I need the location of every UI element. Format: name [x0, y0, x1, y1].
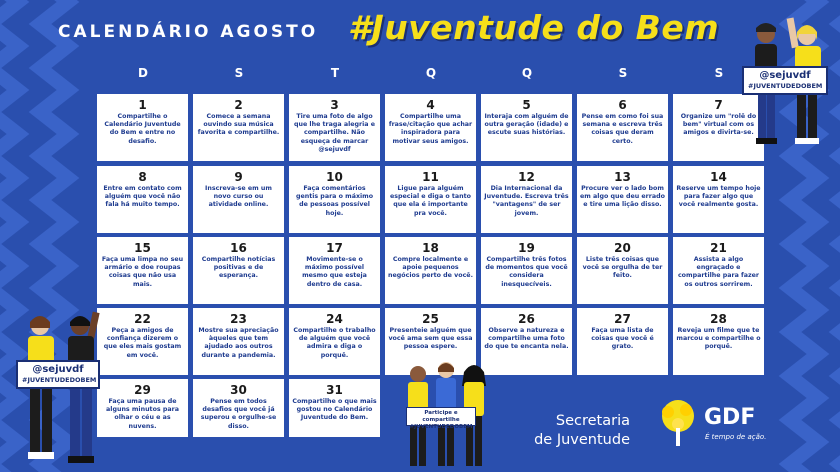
day-number: 1 [138, 98, 147, 112]
calendar-day [289, 166, 380, 233]
day-number: 31 [326, 383, 343, 397]
day-number: 3 [330, 98, 339, 112]
calendar-day [673, 308, 764, 375]
calendar-day [193, 94, 284, 161]
hashtag-text: #JUVENTUDEDOBEM [748, 82, 823, 90]
calendar-day [289, 94, 380, 161]
social-badge [742, 66, 828, 95]
tree-logo-icon [654, 398, 702, 448]
day-challenge: Reserve um tempo hoje para fazer algo que você realmente gosta. [676, 185, 761, 209]
day-number: 19 [518, 241, 535, 255]
weekday-header: S [714, 66, 724, 80]
calendar-day [97, 237, 188, 304]
day-challenge: Entre em contato com alguém que você não fala há muito tempo. [103, 185, 182, 209]
day-challenge: Ligue para alguém especial e diga o tanto que ela é importante pra você. [390, 185, 471, 217]
day-challenge: Compartilhe uma frase/citação que achar inspiradora para motivar seus amigos. [388, 113, 473, 145]
day-number: 22 [134, 312, 151, 326]
day-number: 10 [326, 170, 343, 184]
person-illustration [20, 312, 64, 472]
calendar-day [481, 94, 572, 161]
day-number: 28 [710, 312, 727, 326]
calendar-day [385, 237, 476, 304]
calendar-day [577, 166, 668, 233]
day-challenge: Dia Internacional da Juventude. Escreva três "vantagens" de ser jovem. [484, 185, 569, 217]
weekday-header: D [138, 66, 148, 80]
day-challenge: Comece a semana ouvindo sua música favorita e compartilhe. [197, 113, 280, 137]
organization-name [530, 412, 630, 450]
day-number: 29 [134, 383, 151, 397]
day-challenge: Assista a algo engraçado e compartilhe para fazer os outros sorrirem. [677, 256, 760, 288]
day-number: 4 [426, 98, 435, 112]
day-challenge: Movimente-se o máximo possível mesmo que esteja dentro de casa. [302, 256, 367, 288]
org-line-2: de Juventude [534, 432, 630, 448]
day-number: 30 [230, 383, 247, 397]
weekday-header: Q [521, 66, 533, 80]
group-sign [406, 407, 476, 430]
day-number: 9 [234, 170, 243, 184]
day-number: 12 [518, 170, 535, 184]
day-number: 6 [618, 98, 627, 112]
day-challenge: Compartilhe três fotos de momentos que você considera inesquecíveis. [485, 256, 568, 288]
calendar-day [289, 237, 380, 304]
day-challenge: Pense em todos desafios que você já superou e orgulhe-se disso. [200, 398, 277, 430]
day-number: 16 [230, 241, 247, 255]
weekday-header: Q [425, 66, 437, 80]
day-challenge: Organize um "rolê do bem" virtual com os amigos e divirta-se. [680, 113, 757, 137]
day-number: 24 [326, 312, 343, 326]
day-challenge: Faça uma pausa de alguns minutos para olhar o céu e as nuvens. [106, 398, 179, 430]
weekday-header: T [330, 66, 340, 80]
calendar-day [97, 94, 188, 161]
person-illustration [60, 310, 104, 472]
day-number: 20 [614, 241, 631, 255]
calendar-day [289, 379, 380, 437]
calendar-day [385, 166, 476, 233]
calendar-day [193, 166, 284, 233]
day-number: 26 [518, 312, 535, 326]
day-number: 18 [422, 241, 439, 255]
day-number: 27 [614, 312, 631, 326]
day-challenge: Reveja um filme que te marcou e compartilhe o porquê. [676, 327, 761, 351]
hashtag-title: #Juventude do Bem [348, 8, 720, 47]
calendar-day [673, 166, 764, 233]
handle-text: @sejuvdf [759, 70, 811, 81]
calendar-day [97, 166, 188, 233]
day-challenge: Compartilhe o Calendário Juventude do Bem e entre no desafio. [104, 113, 181, 145]
weekday-header: S [234, 66, 244, 80]
day-number: 21 [710, 241, 727, 255]
day-challenge: Observe a natureza e compartilhe uma foto do que te encanta nela. [484, 327, 569, 351]
day-challenge: Mostre sua apreciação àqueles que tem ajudado aos outros durante a pandemia. [198, 327, 279, 359]
day-number: 17 [326, 241, 343, 255]
calendar-day [673, 237, 764, 304]
calendar-day [481, 237, 572, 304]
day-number: 7 [714, 98, 723, 112]
calendar-day [577, 94, 668, 161]
calendar-day [193, 237, 284, 304]
gdf-tagline: É tempo de ação. [705, 433, 767, 441]
weekday-header: S [618, 66, 628, 80]
day-challenge: Pense em como foi sua semana e escreva três coisas que deram certo. [581, 113, 664, 145]
day-challenge: Faça uma limpa no seu armário e doe roupas coisas que não usa mais. [101, 256, 184, 288]
handle-text: @sejuvdf [32, 364, 84, 375]
day-challenge: Inscreva-se em um novo curso ou atividade online. [205, 185, 272, 209]
calendar-day [577, 308, 668, 375]
calendar-day [289, 308, 380, 375]
day-number: 25 [422, 312, 439, 326]
day-number: 15 [134, 241, 151, 255]
calendar-day [97, 379, 188, 437]
calendar-day [481, 166, 572, 233]
day-number: 13 [614, 170, 631, 184]
calendar-day [97, 308, 188, 375]
day-number: 5 [522, 98, 531, 112]
day-challenge: Procure ver o lado bom em algo que deu errado e tire uma lição disso. [580, 185, 665, 209]
group-sign-line2: #JUVENTUDEDOBEM [409, 424, 473, 430]
day-challenge: Peça a amigos de confiança dizerem o que eles mais gostam em você. [103, 327, 182, 359]
day-challenge: Compre localmente e apoie pequenos negócios perto de você. [388, 256, 473, 280]
calendar-day [577, 237, 668, 304]
calendar-day [193, 379, 284, 437]
day-challenge: Tire uma foto de algo que lhe traga alegria e compartilhe. Não esqueça de marcar @sejuvdf [293, 113, 376, 153]
social-badge [16, 360, 100, 389]
day-challenge: Faça uma lista de coisas que você é grato. [591, 327, 654, 351]
day-number: 14 [710, 170, 727, 184]
day-number: 23 [230, 312, 247, 326]
hashtag-text: #JUVENTUDEDOBEM [22, 376, 97, 384]
day-challenge: Compartilhe o que mais gostou no Calendário Juventude do Bem. [292, 398, 377, 422]
calendar-title: CALENDÁRIO AGOSTO [58, 22, 319, 42]
day-challenge: Faça comentários gentis para o máximo de pessoas possível hoje. [295, 185, 374, 217]
calendar-day [193, 308, 284, 375]
gdf-logo: GDF [704, 405, 756, 430]
day-challenge: Presenteie alguém que você ama sem que essa pessoa espere. [388, 327, 473, 351]
day-number: 8 [138, 170, 147, 184]
day-challenge: Liste três coisas que você se orgulha de ter feito. [582, 256, 663, 280]
day-number: 11 [422, 170, 439, 184]
day-challenge: Compartilhe o trabalho de alguém que você admira e diga o porquê. [293, 327, 376, 359]
day-challenge: Compartilhe notícias positivas e de esperança. [201, 256, 276, 280]
group-sign-line1: Participe e compartilhe [422, 410, 460, 423]
day-number: 2 [234, 98, 243, 112]
calendar-day [385, 94, 476, 161]
day-challenge: Interaja com alguém de outra geração (idade) e escute suas histórias. [484, 113, 569, 137]
org-line-1: Secretaria [555, 413, 630, 429]
